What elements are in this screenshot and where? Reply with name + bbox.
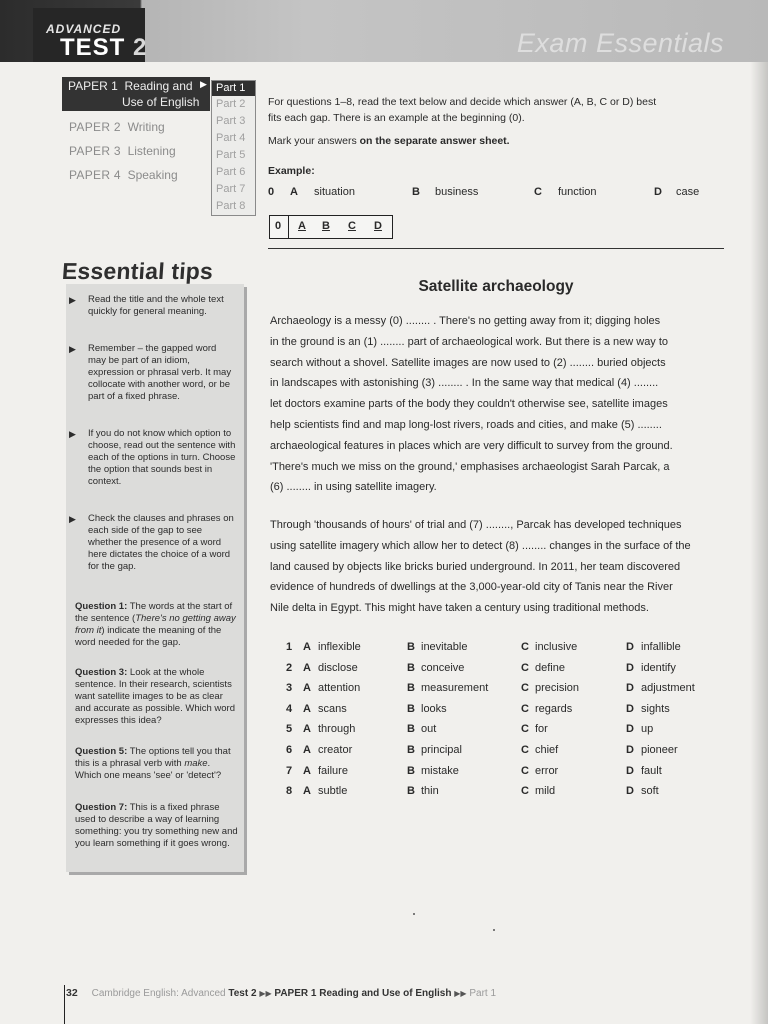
option-number: 5: [286, 723, 293, 736]
option-letter-b: B: [407, 785, 415, 798]
question-text: The words at the start of the sentence (: [75, 601, 233, 624]
option-letter-a: A: [303, 661, 311, 674]
option-number: 3: [286, 682, 293, 695]
bullet-arrow-icon: ▶: [69, 344, 76, 354]
answer-option-c: C: [348, 220, 356, 232]
option-letter-b: B: [407, 723, 415, 736]
part-8-tab[interactable]: Part 8: [216, 200, 246, 212]
passage-line: evidence of hundreds of dwellings at the 3,000-year-old city of Tanis near the River: [270, 581, 673, 594]
passage-paragraph-2: [270, 515, 728, 619]
option-b: mistake: [421, 764, 459, 777]
part-6-tab[interactable]: Part 6: [216, 166, 246, 178]
paper-code: PAPER 3: [69, 144, 121, 158]
example-answer-box: [269, 215, 393, 239]
paper-code: PAPER 2: [69, 120, 121, 134]
option-b: out: [421, 723, 437, 736]
instructions-line2: fits each gap. There is an example at the beginning (0).: [268, 112, 525, 124]
example-letter-d: D: [654, 186, 662, 198]
option-number: 1: [286, 641, 293, 653]
tip-text: If you do not know which option to choose, read out the sentence with each of the options in turn. Choose the option that sounds best in context.: [88, 428, 236, 487]
footer-arrow-icon: ▶▶: [259, 989, 272, 998]
option-letter-c: C: [521, 702, 529, 715]
option-b: conceive: [421, 661, 465, 674]
passage-paragraph-1: [270, 311, 728, 498]
option-letter-a: A: [303, 744, 311, 756]
option-letter-a: A: [303, 641, 311, 653]
option-c: for: [535, 723, 548, 736]
option-letter-d: D: [626, 682, 634, 695]
passage-line: in the ground is an (1) ........ part of archaeological work. But there is a new way to: [270, 335, 669, 348]
option-row: [286, 723, 726, 739]
option-letter-d: D: [626, 785, 634, 798]
page-footer: [66, 987, 496, 999]
paper-2-tab[interactable]: [69, 120, 165, 134]
option-number: 2: [286, 661, 293, 674]
passage-line: using satellite imagery which allow her to detect (8) ........ changes in the surface of the: [270, 539, 691, 552]
option-d: identify: [641, 661, 676, 674]
level-label: ADVANCED: [46, 22, 122, 36]
example-option-a: situation: [314, 186, 355, 198]
footer-arrow-icon: ▶▶: [454, 989, 467, 998]
section-title: Exam Essentials: [516, 28, 724, 58]
option-letter-d: D: [626, 641, 634, 653]
answer-box-number: 0: [275, 220, 282, 232]
option-c: define: [535, 661, 565, 674]
option-number: 4: [286, 702, 293, 715]
example-option-d: case: [676, 186, 700, 198]
passage-line: (6) ........ in using satellite imagery.: [270, 481, 437, 494]
part-5-tab[interactable]: Part 5: [216, 149, 246, 161]
option-b: thin: [421, 785, 439, 798]
tips-box: [66, 284, 244, 872]
passage-line: let doctors examine parts of the body they couldn't otherwise see, satellite images: [270, 398, 668, 411]
option-d: pioneer: [641, 744, 678, 756]
passage-line: land caused by objects like bricks buried underground. In 2011, her team discovered: [270, 560, 681, 573]
option-letter-b: B: [407, 764, 415, 777]
tip-text: Remember – the gapped word may be part of an idiom, expression or phrasal verb. It may collocate with another word, or be part of a fixed phrase.: [88, 343, 232, 402]
answer-option-d: D: [374, 220, 382, 232]
passage-line: help scientists find and map long-lost rivers, roads and cities, and make (5) ........: [270, 418, 662, 431]
option-letter-a: A: [303, 723, 311, 736]
question-text: This is a fixed phrase used to describe a way of learning something: you try something new and you learn something if it goes wrong.: [75, 802, 238, 849]
paper-label: Listening: [127, 144, 176, 158]
option-letter-d: D: [626, 764, 634, 777]
option-letter-c: C: [521, 764, 529, 777]
option-b: looks: [421, 702, 447, 715]
option-row: [286, 744, 726, 760]
option-letter-d: D: [626, 702, 634, 715]
tip-question-3: [75, 667, 238, 727]
paper-1-title: Reading and: [124, 79, 193, 93]
question-italic: make: [184, 758, 208, 769]
paper-1-line1: [68, 79, 193, 93]
option-number: 7: [286, 764, 293, 777]
option-letter-a: A: [303, 702, 311, 715]
bullet-arrow-icon: ▶: [69, 514, 76, 524]
option-c: regards: [535, 702, 573, 715]
part-7-tab[interactable]: Part 7: [216, 183, 246, 195]
option-row: [286, 662, 726, 678]
option-c: inclusive: [535, 641, 578, 653]
parts-list: [211, 80, 256, 216]
example-row: [268, 186, 708, 200]
tip-question-5: [75, 746, 238, 782]
option-d: fault: [641, 764, 662, 777]
answer-option-b: B: [322, 220, 330, 232]
question-text: The options tell you that this is a phrasal verb with: [75, 746, 231, 769]
question-text: . Which one means 'see' or 'detect'?: [75, 758, 222, 781]
option-a: through: [318, 723, 356, 736]
option-a: subtle: [318, 785, 348, 798]
paper-4-tab[interactable]: [69, 168, 178, 182]
option-b: measurement: [421, 682, 489, 695]
example-number: 0: [268, 186, 275, 198]
divider: [288, 216, 289, 238]
bullet-arrow-icon: ▶: [69, 429, 76, 439]
tips-heading: Essential tips: [61, 258, 215, 284]
footer-test: Test 2: [228, 988, 257, 999]
option-letter-c: C: [521, 641, 529, 653]
footer-paper: PAPER 1 Reading and Use of English: [274, 988, 452, 999]
test-number: 2: [133, 34, 148, 61]
answer-option-a: A: [298, 220, 306, 232]
footer-part: Part 1: [469, 988, 497, 999]
paper-label: Writing: [127, 120, 165, 134]
option-a: attention: [318, 682, 361, 695]
part-3-tab[interactable]: Part 3: [216, 115, 246, 127]
option-letter-a: A: [303, 764, 311, 777]
question-label: Question 3:: [75, 667, 128, 678]
bullet-arrow-icon: ▶: [69, 295, 76, 305]
article-title: Satellite archaeology: [418, 278, 574, 295]
option-a: disclose: [318, 661, 358, 674]
option-a: failure: [318, 764, 348, 777]
divider-rule: [268, 248, 724, 249]
example-label-text: Example:: [268, 165, 315, 177]
option-row: [286, 641, 726, 657]
option-c: chief: [535, 744, 559, 756]
play-arrow-icon: ▶: [200, 79, 207, 89]
option-letter-c: C: [521, 661, 529, 674]
mark-emphasis: on the separate answer sheet.: [359, 135, 510, 147]
option-b: inevitable: [421, 641, 468, 653]
passage-line: Nile delta in Egypt. This might have taken a century using traditional methods.: [270, 602, 649, 615]
question-text: ) indicate the meaning of the word needed for the gap.: [75, 625, 222, 648]
option-row: [286, 682, 726, 698]
question-label: Question 1:: [75, 601, 128, 612]
part-1-tab[interactable]: [212, 81, 255, 96]
option-row: [286, 785, 726, 801]
option-d: infallible: [641, 641, 681, 653]
paper-1-tab[interactable]: [62, 77, 210, 111]
option-c: precision: [535, 682, 580, 695]
test-title: [60, 34, 147, 62]
option-letter-d: D: [626, 744, 634, 756]
option-letter-b: B: [407, 661, 415, 674]
question-label: Question 5:: [75, 746, 128, 757]
paper-3-tab[interactable]: [69, 144, 176, 158]
option-letter-c: C: [521, 785, 529, 798]
footer-rule: [64, 985, 65, 1024]
example-label: [268, 163, 315, 179]
option-number: 6: [286, 744, 293, 756]
option-letter-b: B: [407, 744, 415, 756]
instructions-line1: For questions 1–8, read the text below and decide which answer (A, B, C or D) best: [268, 96, 657, 108]
option-b: principal: [421, 744, 462, 756]
page-number: 32: [66, 987, 78, 999]
option-a: scans: [318, 702, 347, 715]
question-italic: There's no getting away from it: [75, 613, 236, 636]
option-d: soft: [641, 785, 659, 798]
test-word: TEST: [60, 34, 126, 61]
example-option-c: function: [558, 186, 597, 198]
tip-text: Read the title and the whole text quickly for general meaning.: [88, 294, 224, 317]
part-4-tab[interactable]: Part 4: [216, 132, 246, 144]
option-letter-a: A: [303, 682, 311, 695]
part-2-tab[interactable]: Part 2: [216, 98, 246, 110]
example-letter-a: A: [290, 186, 298, 198]
passage-line: Through 'thousands of hours' of trial and (7) ........, Parcak has developed techniques: [270, 519, 682, 531]
instructions-mark: [268, 133, 510, 149]
option-letter-b: B: [407, 702, 415, 715]
tip-question-1: [75, 601, 238, 649]
option-number: 8: [286, 785, 293, 798]
option-c: error: [535, 764, 559, 777]
passage-line: 'There's much we miss on the ground,' emphasises archaeologist Sarah Parcak, a: [270, 460, 670, 473]
tip-question-7: [75, 802, 238, 850]
option-a: inflexible: [318, 641, 361, 653]
option-letter-b: B: [407, 641, 415, 653]
footer-series: Cambridge English: Advanced: [91, 988, 226, 999]
mark-text: Mark your answers: [268, 135, 357, 147]
option-d: up: [641, 723, 654, 736]
option-letter-d: D: [626, 723, 634, 736]
option-c: mild: [535, 785, 556, 798]
option-d: adjustment: [641, 682, 695, 695]
question-text: Look at the whole sentence. In their research, scientists want satellite images to be as clear and accurate as possible. Which word expresses this idea?: [75, 667, 235, 726]
passage-line: archaeological features in places which are very difficult to survey from the ground.: [270, 439, 673, 452]
paper-label: Speaking: [127, 168, 178, 182]
option-letter-d: D: [626, 661, 634, 674]
example-letter-c: C: [534, 186, 542, 198]
option-letter-a: A: [303, 785, 311, 798]
option-row: [286, 703, 726, 719]
page-edge-shadow: [750, 60, 768, 1024]
paper-1-code: PAPER 1: [68, 79, 118, 93]
option-a: creator: [318, 744, 353, 756]
option-letter-b: B: [407, 682, 415, 695]
tip-text: Check the clauses and phrases on each side of the gap to see whether the presence of a word here dictates the choice of a word for the gap.: [88, 513, 234, 572]
passage-line: Archaeology is a messy (0) ........ . There's no getting away from it; digging holes: [270, 315, 661, 327]
option-d: sights: [641, 702, 670, 715]
example-option-b: business: [435, 186, 479, 198]
paper-1-title-line2: Use of English: [122, 95, 200, 109]
option-letter-c: C: [521, 744, 529, 756]
scan-speck: [413, 913, 415, 915]
option-letter-c: C: [521, 682, 529, 695]
example-letter-b: B: [412, 186, 420, 198]
question-label: Question 7:: [75, 802, 128, 813]
option-letter-c: C: [521, 723, 529, 736]
paper-code: PAPER 4: [69, 168, 121, 182]
scan-speck: [493, 929, 495, 931]
passage-line: in landscapes with astonishing (3) ........ . In the same way that medical (4) ........: [270, 377, 659, 390]
passage-line: search without a shovel. Satellite images are now used to (2) ........ buried objects: [270, 356, 666, 369]
option-row: [286, 765, 726, 781]
part-label: Part 1: [216, 82, 246, 94]
